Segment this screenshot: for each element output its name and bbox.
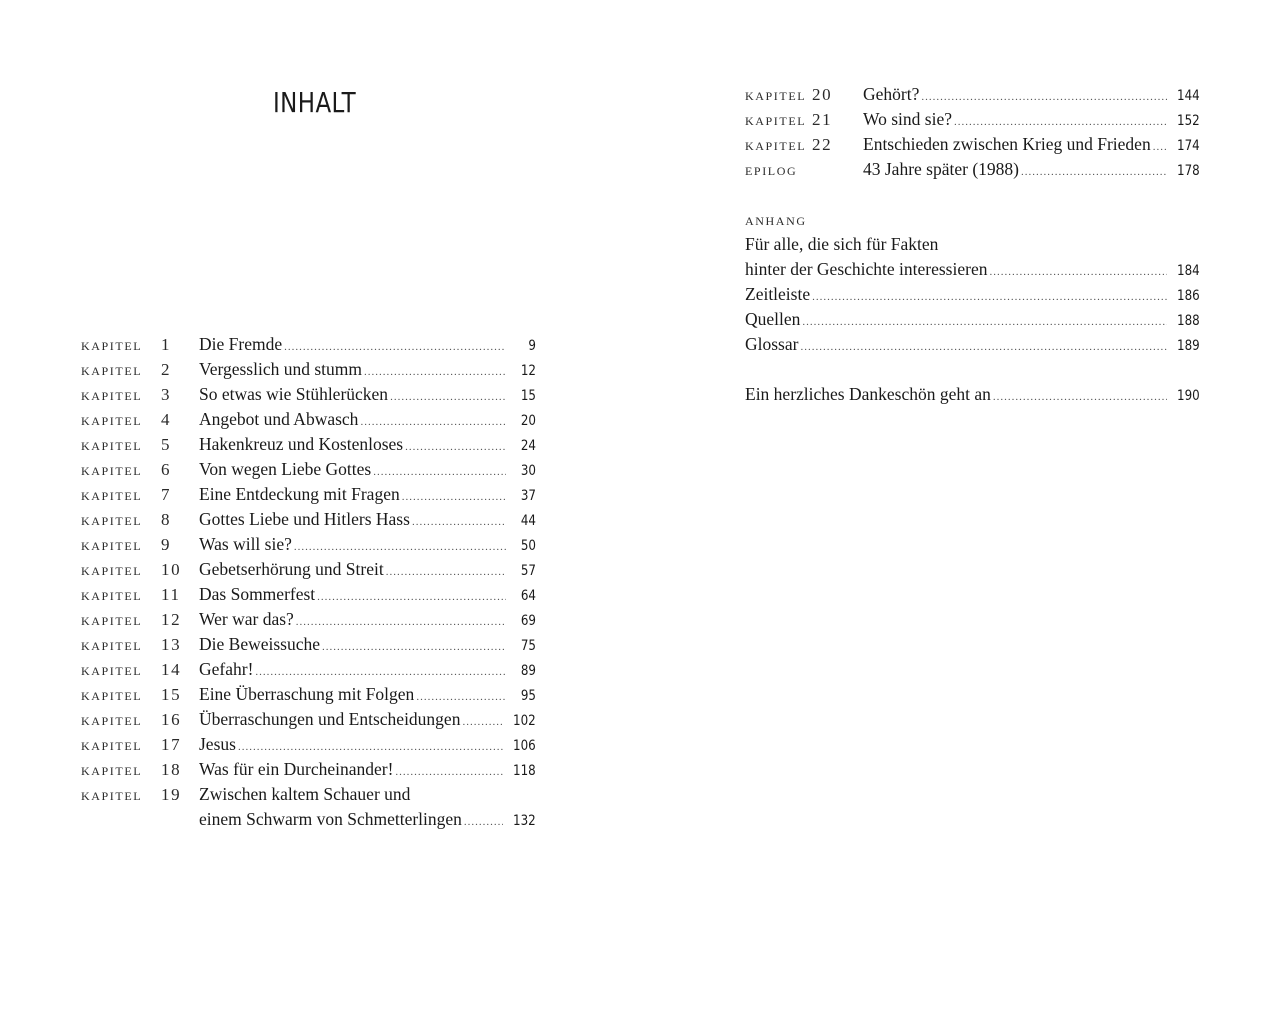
page-number: 152 xyxy=(1177,113,1200,129)
chapter-title: Eine Entdeckung mit Fragen xyxy=(199,484,400,504)
appendix-facts-line2 xyxy=(745,257,1200,282)
chapter-title: Gottes Liebe und Hitlers Hass xyxy=(199,509,410,529)
chapter-label: kapitel 17 xyxy=(81,735,182,754)
chapter-label: kapitel 3 xyxy=(81,385,172,404)
page-number: 57 xyxy=(520,563,536,579)
chapter-title: Das Sommerfest xyxy=(199,584,316,604)
toc-entry-kapitel-16 xyxy=(81,707,536,732)
toc-entry-kapitel-17 xyxy=(81,732,536,757)
toc-entry-kapitel-12 xyxy=(81,607,536,632)
chapter-title: Die Beweissuche xyxy=(199,634,321,654)
page-number: 132 xyxy=(513,813,536,829)
chapter-title-continued: einem Schwarm von Schmetterlingen xyxy=(199,809,462,829)
chapter-title: Angebot und Abwasch xyxy=(199,409,359,429)
page-number: 30 xyxy=(520,463,536,479)
page-number: 44 xyxy=(520,513,536,529)
appendix-item-zeitleiste xyxy=(745,282,1200,307)
toc-entry-kapitel-10 xyxy=(81,557,536,582)
page-number: 12 xyxy=(520,363,536,379)
toc-entry-kapitel-14 xyxy=(81,657,536,682)
dot-leader xyxy=(1021,160,1167,185)
chapter-label: kapitel 18 xyxy=(81,760,182,779)
chapter-label: kapitel 4 xyxy=(81,410,172,429)
toc-entry-kapitel-18 xyxy=(81,757,536,782)
chapter-title: Gefahr! xyxy=(199,659,254,679)
chapter-label: kapitel 19 xyxy=(81,785,182,804)
toc-entry-kapitel-19-continued xyxy=(81,807,536,832)
toc-entry-kapitel-22 xyxy=(745,132,1200,157)
spacer xyxy=(745,357,1200,382)
chapter-label: kapitel 12 xyxy=(81,610,182,629)
page-number: 95 xyxy=(520,688,536,704)
page-number: 37 xyxy=(520,488,536,504)
toc-entry-kapitel-4 xyxy=(81,407,536,432)
chapter-title: Überraschungen und Entscheidungen xyxy=(199,709,461,729)
chapter-label: kapitel 20 xyxy=(745,85,833,104)
page-number: 75 xyxy=(520,638,536,654)
chapter-title: Hakenkreuz und Kostenloses xyxy=(199,434,404,454)
toc-entry-kapitel-7 xyxy=(81,482,536,507)
chapter-title: Die Fremde xyxy=(199,334,283,354)
page-number: 15 xyxy=(520,388,536,404)
chapter-title: Was für ein Durcheinander! xyxy=(199,759,394,779)
page-number: 106 xyxy=(513,738,536,754)
appendix-title: Für alle, die sich für Fakten xyxy=(745,234,939,254)
chapter-title: Jesus xyxy=(199,734,236,754)
toc-left xyxy=(81,332,536,832)
dot-leader xyxy=(993,385,1167,410)
toc-entry-kapitel-19 xyxy=(81,782,536,807)
chapter-title: Entschieden zwischen Krieg und Frieden xyxy=(863,134,1151,154)
chapter-title: Was will sie? xyxy=(199,534,292,554)
toc-entry-kapitel-8 xyxy=(81,507,536,532)
chapter-label: kapitel 22 xyxy=(745,135,833,154)
toc-entry-kapitel-21 xyxy=(745,107,1200,132)
chapter-title: So etwas wie Stühlerücken xyxy=(199,384,389,404)
page-number: 189 xyxy=(1177,338,1200,354)
chapter-label: kapitel 7 xyxy=(81,485,172,504)
page-number: 102 xyxy=(513,713,536,729)
toc-entry-kapitel-2 xyxy=(81,357,536,382)
chapter-title: Von wegen Liebe Gottes xyxy=(199,459,372,479)
chapter-title: Wo sind sie? xyxy=(863,109,952,129)
chapter-label: kapitel 21 xyxy=(745,110,833,129)
toc-entry-kapitel-20 xyxy=(745,82,1200,107)
toc-entry-kapitel-6 xyxy=(81,457,536,482)
chapter-label: kapitel 13 xyxy=(81,635,182,654)
page-number: 69 xyxy=(520,613,536,629)
appendix-heading: anhang xyxy=(745,210,807,229)
appendix-facts-line1 xyxy=(745,232,1200,257)
chapter-label: kapitel 15 xyxy=(81,685,182,704)
chapter-label: kapitel 10 xyxy=(81,560,182,579)
page-number: 174 xyxy=(1177,138,1200,154)
chapter-label: kapitel 16 xyxy=(81,710,182,729)
appendix-heading-row xyxy=(745,207,1200,232)
chapter-title: Zwischen kaltem Schauer und xyxy=(199,784,411,804)
chapter-label: kapitel 14 xyxy=(81,660,182,679)
chapter-label: kapitel 6 xyxy=(81,460,172,479)
spacer xyxy=(745,182,1200,207)
page-number: 178 xyxy=(1177,163,1200,179)
page-number: 184 xyxy=(1177,263,1200,279)
appendix-title: Zeitleiste xyxy=(745,284,811,304)
chapter-label: kapitel 8 xyxy=(81,510,172,529)
toc-entry-kapitel-3 xyxy=(81,382,536,407)
chapter-title: Wer war das? xyxy=(199,609,294,629)
appendix-title-continued: hinter der Geschichte interessieren xyxy=(745,259,988,279)
chapter-label: kapitel 11 xyxy=(81,585,181,604)
chapter-label: epilog xyxy=(745,160,798,179)
page-number: 20 xyxy=(520,413,536,429)
chapter-title: Gehört? xyxy=(863,84,920,104)
right-page xyxy=(640,0,1280,1019)
appendix-item-quellen xyxy=(745,307,1200,332)
page-number: 64 xyxy=(520,588,536,604)
page-number: 144 xyxy=(1177,88,1200,104)
page-number: 24 xyxy=(520,438,536,454)
toc-entry-kapitel-15 xyxy=(81,682,536,707)
toc-entry-epilog xyxy=(745,157,1200,182)
page-number: 50 xyxy=(520,538,536,554)
page-number: 190 xyxy=(1177,388,1200,404)
dot-leader xyxy=(464,810,503,835)
page-number: 89 xyxy=(520,663,536,679)
toc-entry-kapitel-11 xyxy=(81,582,536,607)
dot-leader xyxy=(800,335,1167,360)
chapter-title: 43 Jahre später (1988) xyxy=(863,159,1019,179)
chapter-label: kapitel 1 xyxy=(81,335,172,354)
page-number: 188 xyxy=(1177,313,1200,329)
toc-entry-kapitel-9 xyxy=(81,532,536,557)
toc-entry-kapitel-1 xyxy=(81,332,536,357)
toc-entry-kapitel-5 xyxy=(81,432,536,457)
chapter-title: Eine Überraschung mit Folgen xyxy=(199,684,415,704)
page-title: INHALT xyxy=(273,86,357,119)
appendix-item-glossar xyxy=(745,332,1200,357)
page-number: 118 xyxy=(513,763,536,779)
toc-entry-kapitel-13 xyxy=(81,632,536,657)
appendix-title: Ein herzliches Dankeschön geht an xyxy=(745,384,991,404)
page-number: 186 xyxy=(1177,288,1200,304)
appendix-title: Quellen xyxy=(745,309,801,329)
toc-right xyxy=(745,82,1200,407)
chapter-title: Gebetserhörung und Streit xyxy=(199,559,384,579)
chapter-title: Vergesslich und stumm xyxy=(199,359,363,379)
appendix-item-dankeschoen xyxy=(745,382,1200,407)
chapter-label: kapitel 5 xyxy=(81,435,172,454)
chapter-label: kapitel 2 xyxy=(81,360,172,379)
chapter-label: kapitel 9 xyxy=(81,535,172,554)
appendix-title: Glossar xyxy=(745,334,799,354)
page-number: 9 xyxy=(528,338,536,354)
